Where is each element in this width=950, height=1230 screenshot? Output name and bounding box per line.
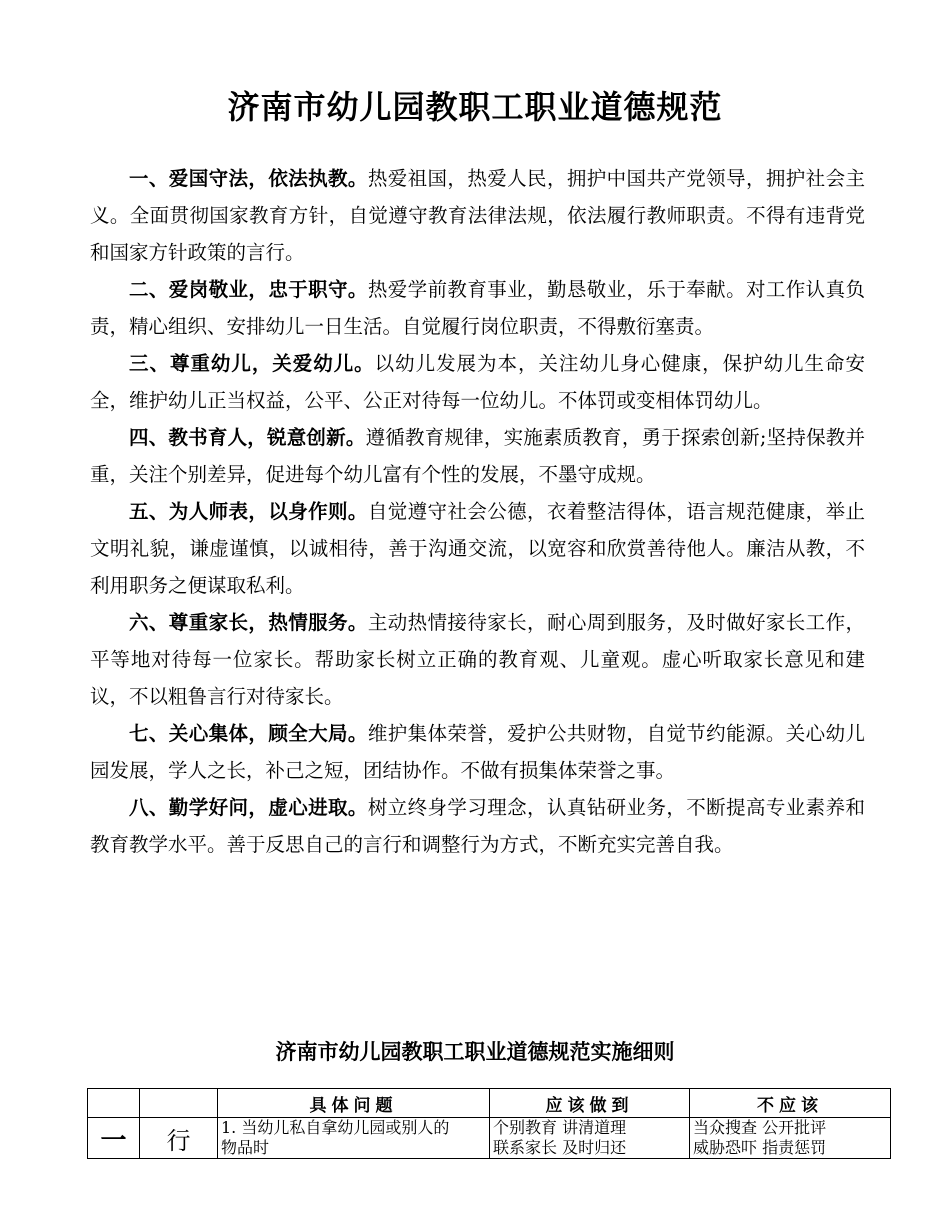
header-problem: 具体问题 bbox=[218, 1089, 490, 1118]
document-title: 济南市幼儿园教职工职业道德规范 bbox=[227, 88, 723, 126]
paragraph-6 bbox=[90, 604, 865, 715]
table-header-row bbox=[88, 1089, 891, 1118]
row-should-line: 联系家长 及时归还 bbox=[493, 1138, 627, 1157]
rules-table bbox=[87, 1088, 891, 1159]
paragraph-4 bbox=[90, 419, 865, 493]
header-should-not: 不应该 bbox=[690, 1089, 891, 1118]
paragraph-8 bbox=[90, 789, 865, 863]
paragraph-heading: 五、为人师表，以身作则。 bbox=[129, 500, 368, 523]
paragraph-2 bbox=[90, 271, 865, 345]
paragraph-heading: 八、勤学好问，虚心进取。 bbox=[129, 796, 368, 819]
paragraph-3 bbox=[90, 345, 865, 419]
row-should bbox=[490, 1118, 690, 1159]
paragraph-1 bbox=[90, 160, 865, 271]
paragraph-text: 热爱祖国，热爱人民，拥护中国共产党领导，拥护社会主义。全面贯彻国家教育方针，自觉遵守教育法律法规，依法履行教师职责。不得有违背党和国家方针政策的言行。 bbox=[90, 167, 865, 264]
row-problem-line: 物品时 bbox=[221, 1138, 270, 1157]
paragraph-heading: 一、爱国守法，依法执教。 bbox=[129, 167, 368, 190]
paragraph-text: 自觉遵守社会公德，衣着整洁得体，语言规范健康，举止文明礼貌，谦虚谨慎，以诚相待，善于沟通交流，以宽容和欣赏善待他人。廉洁从教，不利用职务之便谋取私利。 bbox=[90, 500, 865, 597]
paragraph-text: 热爱学前教育事业，勤恳敬业，乐于奉献。对工作认真负责，精心组织、安排幼儿一日生活。自觉履行岗位职责，不得敷衍塞责。 bbox=[90, 278, 865, 338]
document-subtitle: 济南市幼儿园教职工职业道德规范实施细则 bbox=[275, 1039, 675, 1064]
row-should-not-line: 当众搜查 公开批评 bbox=[693, 1118, 827, 1137]
row-number: 一 bbox=[88, 1118, 140, 1159]
paragraph-7 bbox=[90, 715, 865, 789]
paragraph-heading: 三、尊重幼儿，关爱幼儿。 bbox=[129, 352, 375, 375]
row-problem bbox=[218, 1118, 490, 1159]
header-should: 应该做到 bbox=[490, 1089, 690, 1118]
header-num bbox=[88, 1089, 140, 1118]
paragraph-heading: 七、关心集体，顾全大局。 bbox=[129, 722, 368, 745]
paragraph-text: 维护集体荣誉，爱护公共财物，自觉节约能源。关心幼儿园发展，学人之长，补己之短，团结协作。不做有损集体荣誉之事。 bbox=[90, 722, 865, 782]
row-problem-line: 1. 当幼儿私自拿幼儿园或别人的 bbox=[221, 1118, 450, 1137]
paragraph-text: 以幼儿发展为本，关注幼儿身心健康，保护幼儿生命安全，维护幼儿正当权益，公平、公正对待每一位幼儿。不体罚或变相体罚幼儿。 bbox=[90, 352, 865, 412]
table-row bbox=[88, 1118, 891, 1159]
paragraph-heading: 二、爱岗敬业，忠于职守。 bbox=[129, 278, 368, 301]
paragraph-text: 主动热情接待家长，耐心周到服务，及时做好家长工作，平等地对待每一位家长。帮助家长树立正确的教育观、儿童观。虚心听取家长意见和建议，不以粗鲁言行对待家长。 bbox=[90, 611, 865, 708]
header-category bbox=[140, 1089, 218, 1118]
row-should-line: 个别教育 讲清道理 bbox=[493, 1118, 627, 1137]
paragraph-text: 树立终身学习理念，认真钻研业务，不断提高专业素养和教育教学水平。善于反思自己的言行和调整行为方式，不断充实完善自我。 bbox=[90, 796, 865, 856]
paragraph-heading: 六、尊重家长，热情服务。 bbox=[129, 611, 368, 634]
document-body bbox=[90, 160, 865, 863]
paragraph-text: 遵循教育规律，实施素质教育，勇于探索创新;坚持保教并重，关注个别差异，促进每个幼儿富有个性的发展，不墨守成规。 bbox=[90, 426, 865, 486]
row-category: 行 bbox=[140, 1118, 218, 1159]
paragraph-heading: 四、教书育人，锐意创新。 bbox=[129, 426, 366, 449]
row-should-not bbox=[690, 1118, 891, 1159]
paragraph-5 bbox=[90, 493, 865, 604]
row-should-not-line: 威胁恐吓 指责惩罚 bbox=[693, 1138, 827, 1157]
